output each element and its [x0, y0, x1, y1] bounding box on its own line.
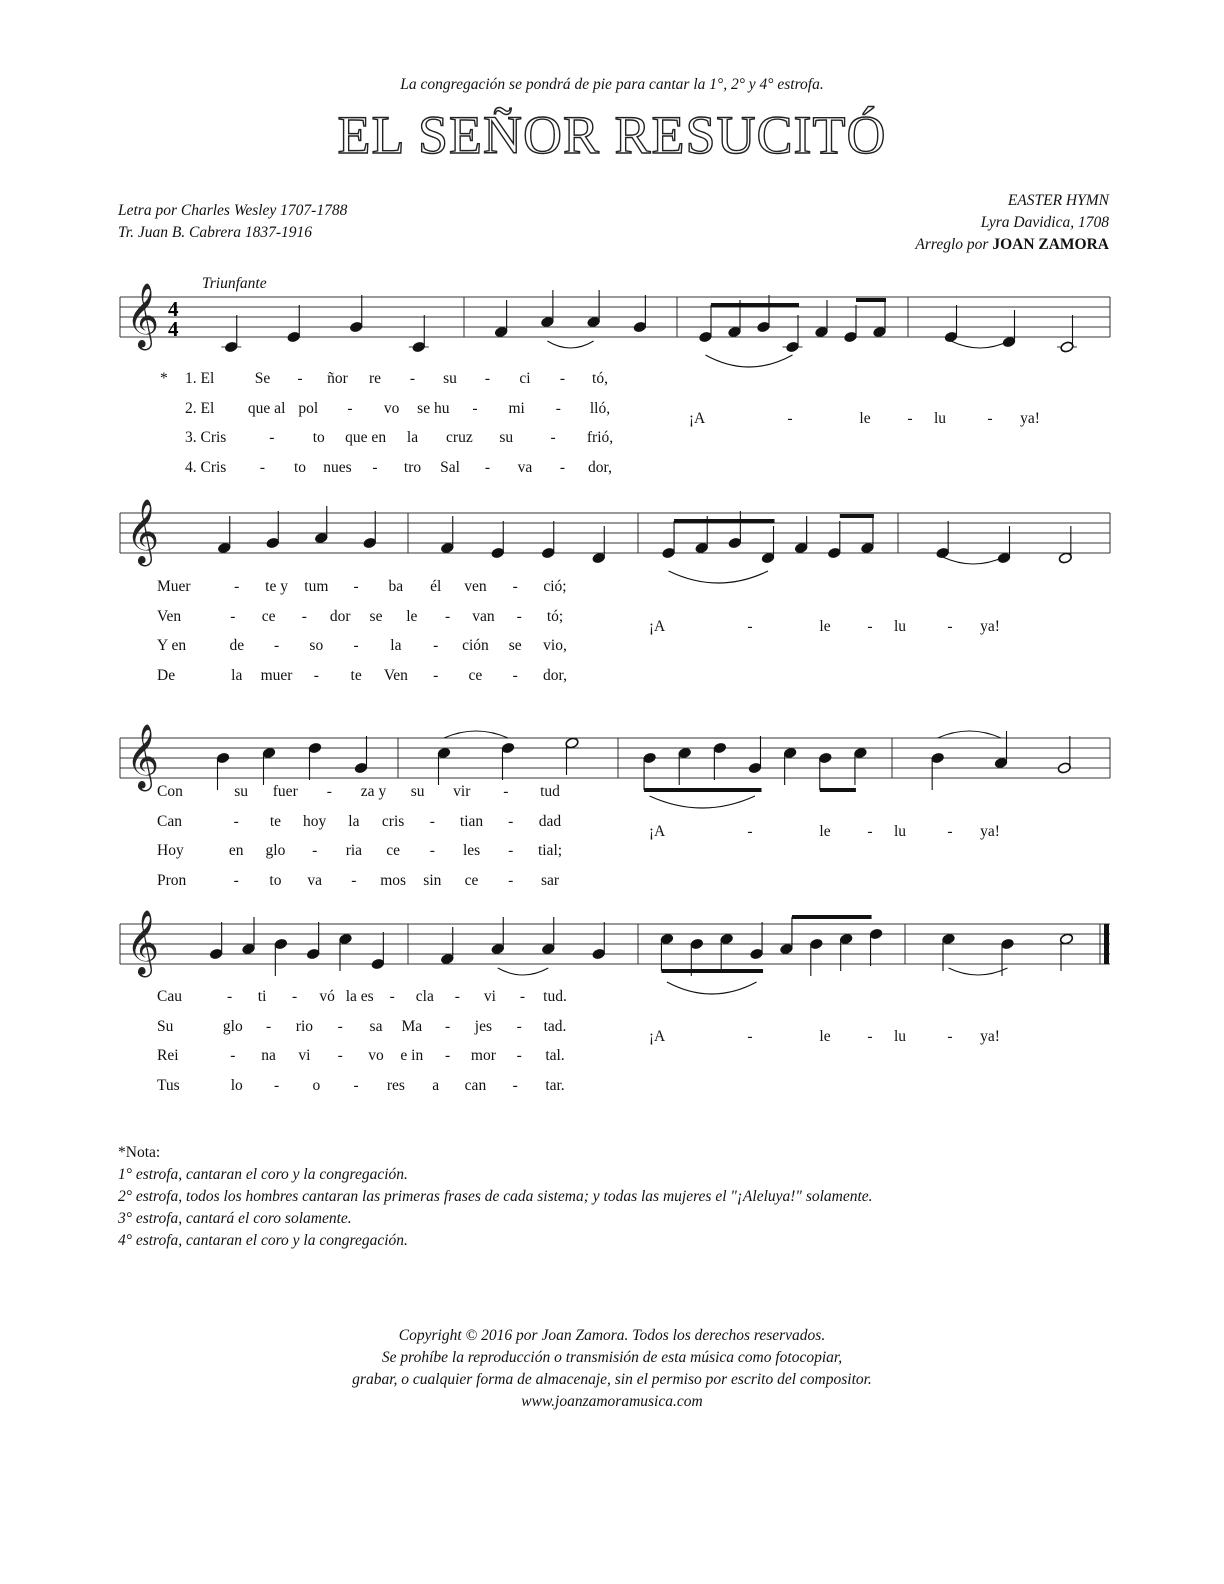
- notes-heading: *Nota:: [118, 1144, 161, 1161]
- lyric-syllable: Ma: [401, 1017, 423, 1035]
- lyric-syllable: Can: [157, 812, 182, 830]
- lyric-syllable: ñor: [327, 370, 348, 387]
- lyric-syllable: rio: [295, 1017, 313, 1035]
- lyric-syllable: -: [389, 988, 395, 1005]
- lyric-syllable: ce: [261, 607, 276, 625]
- lyric-syllable: re: [368, 370, 382, 387]
- lyric-syllable: za y: [360, 783, 387, 800]
- lyric-syllable: -: [312, 842, 318, 859]
- lyric-syllable: vi: [483, 988, 496, 1005]
- alleluia-syllable: ya!: [980, 1027, 1000, 1045]
- lyric-syllable: Muer: [157, 578, 191, 595]
- lyric-syllable: jes: [474, 1017, 492, 1035]
- lyric-syllable: ba: [388, 578, 404, 595]
- lyric-syllable: can: [464, 1076, 487, 1094]
- lyric-syllable: su: [443, 370, 457, 387]
- lyric-syllable: -: [230, 607, 236, 625]
- lyric-syllable: la: [390, 637, 402, 654]
- lyric-syllable: -: [559, 370, 566, 387]
- treble-clef-icon: 𝄞: [126, 283, 160, 348]
- lyric-syllable: to: [269, 871, 282, 889]
- lyric-syllable: -: [351, 871, 357, 889]
- lyric-syllable: te: [269, 812, 282, 830]
- lyric-syllable: -: [233, 871, 239, 889]
- alleluia-syllable: ¡A: [648, 822, 666, 840]
- lyric-syllable: res: [386, 1076, 405, 1094]
- tune-name: EASTER HYMN: [1007, 192, 1109, 209]
- lyric-syllable: so: [309, 637, 324, 654]
- lyric-syllable: -: [292, 988, 298, 1005]
- alleluia-syllable: le: [819, 1027, 831, 1045]
- lyric-syllable: sin: [423, 871, 442, 889]
- lyric-syllable: ti: [257, 988, 267, 1005]
- lyric-syllable: lo: [230, 1076, 243, 1094]
- lyric-syllable: tad.: [543, 1017, 567, 1035]
- lyric-syllable: -: [337, 1047, 343, 1064]
- time-signature-top: 4: [168, 297, 179, 321]
- eighth-beam: [792, 915, 872, 919]
- lyric-syllable: dad: [538, 812, 562, 830]
- lyric-syllable: -: [297, 370, 303, 387]
- slur: [667, 982, 757, 994]
- slur: [949, 968, 1008, 975]
- alleluia-syllable: le: [819, 617, 831, 635]
- lyric-syllable: vi: [298, 1047, 311, 1064]
- lyric-syllable: hoy: [303, 812, 327, 830]
- slur: [650, 796, 755, 808]
- lyric-syllable: cla: [415, 988, 434, 1005]
- lyric-syllable: sar: [540, 871, 560, 889]
- lyric-syllable: ce: [464, 871, 479, 889]
- staff-system-4: [0, 894, 1224, 1004]
- lyric-syllable: -: [233, 812, 239, 830]
- alleluia-syllable: lu: [893, 1027, 907, 1045]
- lyric-syllable: Con: [157, 783, 183, 800]
- lyric-syllable: la: [406, 429, 419, 446]
- slur: [943, 557, 1004, 564]
- lyric-syllable: -: [508, 842, 514, 859]
- lyric-syllable: nues: [323, 458, 352, 476]
- lyric-syllable: Su: [157, 1017, 174, 1035]
- lyric-syllable: la: [348, 812, 360, 830]
- alleluia-syllable: -: [907, 409, 913, 427]
- lyric-syllable: Ven: [157, 607, 182, 625]
- lyric-syllable: tro: [403, 458, 422, 476]
- lyric-syllable: -: [512, 578, 518, 595]
- lyric-syllable: ción: [462, 637, 489, 654]
- alleluia-syllable: -: [987, 409, 993, 427]
- lyric-syllable: tal.: [545, 1047, 565, 1064]
- lyric-syllable: de: [229, 637, 245, 654]
- lyric-syllable: la es: [345, 988, 374, 1005]
- alleluia-syllable: -: [747, 1027, 753, 1045]
- lyric-syllable: -: [555, 399, 561, 417]
- lyric-syllable: -: [484, 458, 491, 476]
- lyric-syllable: pol: [298, 399, 319, 417]
- alleluia-syllable: -: [947, 617, 953, 635]
- lyric-syllable: va: [517, 458, 533, 476]
- lyric-syllable: a: [432, 1076, 440, 1094]
- lyric-syllable: tial;: [537, 842, 563, 859]
- lyric-syllable: ci: [519, 370, 531, 387]
- slur: [706, 355, 793, 367]
- lyric-syllable: -: [550, 429, 556, 446]
- lyric-syllable: te y: [265, 578, 288, 595]
- lyric-syllable: Ven: [383, 666, 408, 684]
- lyric-syllable: -: [445, 1047, 451, 1064]
- lyric-syllable: -: [353, 637, 359, 654]
- time-signature-bottom: 4: [168, 317, 179, 341]
- lyric-syllable: Sal: [440, 458, 460, 476]
- lyric-syllable: -: [454, 988, 460, 1005]
- lyric-syllable: -: [234, 578, 240, 595]
- alleluia-syllable: le: [859, 409, 871, 427]
- alleluia-syllable: lu: [893, 822, 907, 840]
- alleluia-syllable: -: [747, 617, 753, 635]
- lyric-syllable: -: [259, 458, 266, 476]
- translator-line: Tr. Juan B. Cabrera 1837-1916: [118, 224, 313, 241]
- lyric-syllable: vo: [368, 1047, 384, 1064]
- lyric-syllable: él: [430, 578, 442, 595]
- lyric-syllable: -: [353, 1076, 359, 1094]
- lyric-syllable: 1. El: [185, 370, 215, 387]
- lyric-syllable: to: [293, 458, 307, 476]
- lyric-syllable: Rei: [157, 1047, 179, 1064]
- lyric-syllable: ven: [464, 578, 487, 595]
- lyric-syllable: vó: [319, 988, 335, 1005]
- lyric-syllable: glo: [222, 1017, 243, 1035]
- lyric-syllable: -: [337, 1017, 343, 1035]
- lyric-syllable: mos: [380, 871, 407, 889]
- staff-system-1: [0, 267, 1224, 377]
- eighth-beam: [856, 298, 886, 302]
- lyric-syllable: va: [307, 871, 322, 889]
- lyric-syllable: -: [326, 783, 332, 800]
- lyric-syllable: dor,: [588, 458, 612, 476]
- arranger-prefix: Arreglo por: [915, 236, 989, 253]
- eighth-beam: [820, 788, 856, 792]
- lyric-syllable: se hu: [417, 399, 450, 417]
- lyric-syllable: cris: [381, 812, 405, 830]
- lyric-syllable: Y en: [157, 637, 187, 654]
- footer-website: www.joanzamoramusica.com: [521, 1393, 703, 1410]
- lyric-syllable: -: [273, 1076, 280, 1094]
- alleluia-syllable: -: [947, 1027, 953, 1045]
- lyric-syllable: ce: [386, 842, 400, 859]
- lyric-syllable: -: [559, 458, 566, 476]
- alleluia-syllable: lu: [933, 409, 947, 427]
- lyric-syllable: te: [350, 666, 362, 684]
- lyric-syllable: vir: [453, 783, 471, 800]
- lyric-syllable: tud: [540, 783, 560, 800]
- lyric-syllable: mor: [470, 1047, 496, 1064]
- eighth-beam: [840, 514, 874, 518]
- lyric-syllable: tó;: [546, 607, 564, 625]
- lyric-syllable: -: [353, 578, 359, 595]
- lyric-syllable: frió,: [586, 429, 614, 446]
- note-line-4: 4° estrofa, cantaran el coro y la congregación.: [118, 1232, 408, 1249]
- lyric-syllable: le: [406, 607, 418, 625]
- credits-right: [915, 190, 1109, 256]
- staff-system-2: [0, 483, 1224, 593]
- lyric-syllable: 2. El: [185, 399, 215, 417]
- lyric-syllable: -: [429, 812, 435, 830]
- lyric-syllable: -: [301, 607, 307, 625]
- alleluia-syllable: le: [819, 822, 831, 840]
- lyric-syllable: 3. Cris: [185, 429, 227, 446]
- lyric-syllable: -: [433, 637, 439, 654]
- copyright-footer: [0, 1325, 1224, 1413]
- lyric-syllable: De: [157, 666, 176, 684]
- lyric-syllable: -: [519, 988, 526, 1005]
- slur: [938, 731, 1001, 738]
- performance-notes: [118, 1142, 873, 1252]
- lyric-syllable: dor,: [543, 666, 567, 684]
- lyric-syllable: tó,: [592, 370, 608, 387]
- slur: [951, 341, 1009, 348]
- lyric-syllable: mi: [508, 399, 525, 417]
- lyric-syllable: -: [516, 1017, 522, 1035]
- lyric-syllable: -: [472, 399, 478, 417]
- lyric-syllable: muer: [260, 666, 293, 684]
- lyric-syllable: Cau: [157, 988, 182, 1005]
- lyric-syllable: -: [508, 812, 514, 830]
- lyric-syllable: se: [369, 607, 383, 625]
- slur: [498, 968, 549, 975]
- alleluia-syllable: ya!: [980, 822, 1000, 840]
- note-line-1: 1° estrofa, cantaran el coro y la congregación.: [118, 1166, 408, 1183]
- footer-line-1: Copyright © 2016 por Joan Zamora. Todos los derechos reservados.: [398, 1327, 826, 1344]
- note-line-2: 2° estrofa, todos los hombres cantaran las primeras frases de cada sistema; y todas las mujeres el "¡Aleluya!" solamente.: [118, 1188, 873, 1205]
- treble-clef-icon: 𝄞: [126, 910, 160, 975]
- alleluia-syllable: ya!: [980, 617, 1000, 635]
- lyric-syllable: -: [273, 637, 280, 654]
- alleluia-syllable: -: [747, 822, 753, 840]
- eighth-beam: [711, 303, 799, 307]
- lyricist-line: Letra por Charles Wesley 1707-1788: [118, 202, 348, 219]
- alleluia-syllable: ¡A: [648, 617, 666, 635]
- slur: [669, 571, 768, 583]
- staff-system-3: [0, 708, 1224, 818]
- lyric-syllable: -: [516, 607, 522, 625]
- lyric-syllable: -: [226, 988, 233, 1005]
- alleluia-syllable: -: [867, 617, 873, 635]
- lyric-syllable: -: [230, 1047, 236, 1064]
- lyric-syllable: tud.: [543, 988, 567, 1005]
- lyric-syllable: Pron: [157, 871, 187, 889]
- verse-marker: *: [160, 370, 168, 387]
- lyric-syllable: o: [312, 1076, 321, 1094]
- lyric-syllable: -: [503, 783, 509, 800]
- page-title: EL SEÑOR RESUCITÓ: [337, 105, 887, 165]
- lyric-syllable: vo: [383, 399, 400, 417]
- lyric-syllable: su: [410, 783, 425, 800]
- alleluia-syllable: -: [947, 822, 953, 840]
- lyric-syllable: tum: [304, 578, 329, 595]
- alleluia-syllable: -: [787, 409, 793, 427]
- lyric-syllable: les: [462, 842, 481, 859]
- alleluia-syllable: lu: [893, 617, 907, 635]
- instruction-text: La congregación se pondrá de pie para cantar la 1°, 2° y 4° estrofa.: [400, 76, 824, 93]
- lyric-syllable: -: [512, 1076, 518, 1094]
- lyric-syllable: la: [231, 666, 243, 684]
- lyric-syllable: -: [508, 871, 514, 889]
- lyric-syllable: -: [313, 666, 319, 684]
- arranger-line: [915, 234, 1109, 256]
- lyric-syllable: -: [445, 607, 451, 625]
- lyric-syllable: -: [484, 370, 491, 387]
- eighth-beam: [661, 969, 763, 973]
- final-barline-thick: [1104, 924, 1109, 964]
- treble-clef-icon: 𝄞: [126, 724, 160, 789]
- lyric-syllable: -: [429, 842, 435, 859]
- lyric-syllable: Se: [254, 370, 271, 387]
- lyric-syllable: -: [516, 1047, 522, 1064]
- lyric-syllable: -: [269, 429, 275, 446]
- slur: [547, 341, 593, 348]
- lyric-syllable: se: [508, 637, 522, 654]
- note-line-3: 3° estrofa, cantará el coro solamente.: [118, 1210, 352, 1227]
- lyric-syllable: dor: [329, 607, 351, 625]
- lyric-syllable: ria: [345, 842, 363, 859]
- tune-source: Lyra Davidica, 1708: [980, 214, 1109, 231]
- lyric-syllable: que al: [247, 399, 286, 417]
- lyric-syllable: -: [512, 666, 518, 684]
- eighth-beam: [644, 788, 761, 792]
- lyric-syllable: to: [312, 429, 325, 446]
- alleluia-syllable: -: [867, 822, 873, 840]
- lyric-syllable: Tus: [157, 1076, 180, 1094]
- alleluia-syllable: -: [867, 1027, 873, 1045]
- lyric-syllable: su: [234, 783, 249, 800]
- lyric-syllable: su: [499, 429, 514, 446]
- lyric-syllable: lló,: [589, 399, 611, 417]
- alleluia-syllable: ¡A: [688, 409, 706, 427]
- lyric-syllable: tian: [459, 812, 484, 830]
- alleluia-syllable: ¡A: [648, 1027, 666, 1045]
- arranger-name: JOAN ZAMORA: [992, 236, 1109, 253]
- lyric-syllable: vio,: [543, 637, 567, 654]
- alleluia-syllable: ya!: [1020, 409, 1040, 427]
- lyric-syllable: -: [445, 1017, 451, 1035]
- lyric-syllable: -: [433, 666, 439, 684]
- credits-left: [118, 200, 347, 244]
- lyric-syllable: ció;: [543, 578, 567, 595]
- lyric-syllable: -: [372, 458, 378, 476]
- lyric-syllable: -: [266, 1017, 272, 1035]
- lyric-syllable: na: [261, 1047, 276, 1064]
- lyric-syllable: sa: [369, 1017, 383, 1035]
- footer-line-2: Se prohíbe la reproducción o transmisión de esta música como fotocopiar,: [381, 1349, 843, 1366]
- lyric-syllable: en: [228, 842, 244, 859]
- eighth-beam: [674, 519, 774, 523]
- slur: [444, 731, 508, 738]
- lyric-syllable: ce: [468, 666, 483, 684]
- lyric-syllable: -: [409, 370, 416, 387]
- lyric-syllable: fuer: [272, 783, 298, 800]
- lyric-syllable: 4. Cris: [185, 458, 227, 476]
- lyric-syllable: cruz: [446, 429, 473, 446]
- lyric-syllable: tar.: [545, 1076, 565, 1094]
- lyric-syllable: van: [472, 607, 495, 625]
- lyric-syllable: -: [347, 399, 353, 417]
- footer-line-3: grabar, o cualquier forma de almacenaje, sin el permiso por escrito del compositor.: [352, 1371, 872, 1388]
- lyric-syllable: que en: [345, 429, 387, 446]
- treble-clef-icon: 𝄞: [126, 499, 160, 564]
- tempo-marking: Triunfante: [202, 275, 267, 292]
- lyric-syllable: e in: [400, 1047, 424, 1064]
- lyric-syllable: Hoy: [157, 842, 184, 859]
- lyric-syllable: glo: [265, 842, 286, 859]
